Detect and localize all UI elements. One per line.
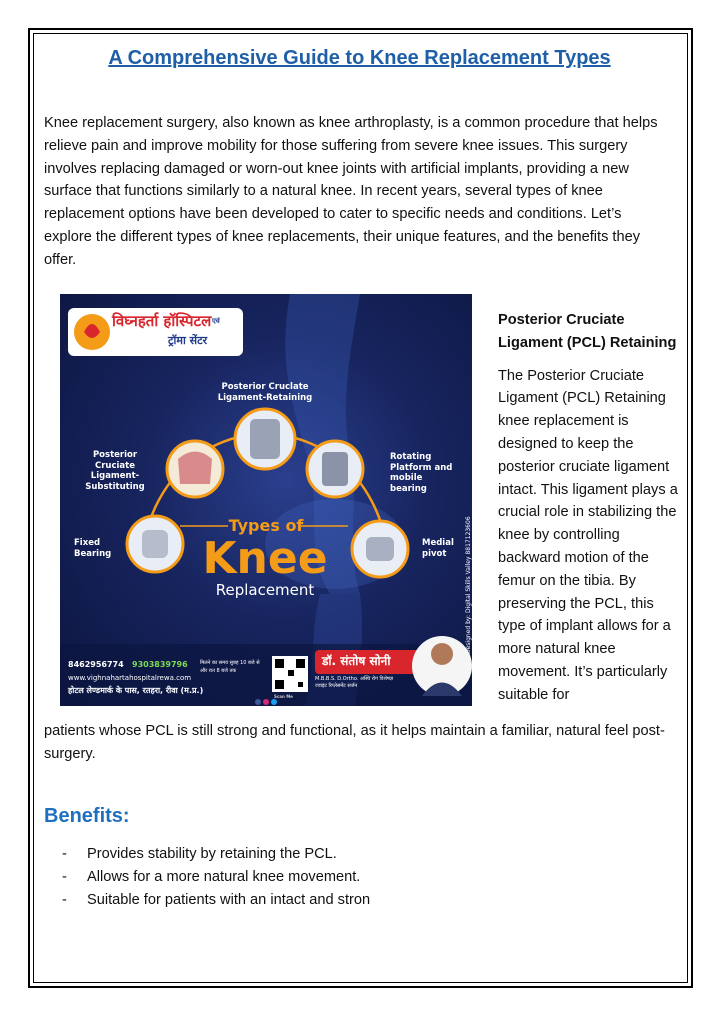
poster-doctor-desc: ज्वाइंट रिप्लेसमेंट सर्जन — [315, 683, 358, 689]
label-rotating-platform: Rotating Platform and mobile bearing — [390, 452, 453, 494]
poster-hospital-name: विघ्नहर्ता हॉस्पिटल — [112, 312, 212, 330]
knee-types-poster — [60, 294, 472, 706]
benefits-heading: Benefits: — [44, 805, 130, 827]
poster-hospital-tag: एवं — [212, 317, 220, 325]
label-medial-pivot: Medial pivot — [422, 538, 454, 559]
poster-scan-label: Scan Me — [274, 694, 293, 699]
pcl-section — [498, 309, 680, 707]
pcl-body: The Posterior Cruciate Ligament (PCL) Retaining knee replacement is designed to keep the posterior cruciate ligament intact. This ligament plays a crucial role in stabilizing the knee by controlling backward motion of the femur on the tibia. By preserving the PCL, this type of implant allows for a more natural knee movement. It’s particularly suitable for — [498, 367, 678, 703]
label-pcl-substituting: Posterior Cruciate Ligament-Substituting — [85, 450, 145, 492]
benefits-list — [60, 843, 370, 911]
poster-doctor-name: डॉ. संतोष सोनी — [322, 654, 391, 668]
poster-replacement: Replacement — [215, 581, 315, 599]
page-title: A Comprehensive Guide to Knee Replacement Types — [108, 47, 611, 69]
poster-knee: Knee — [202, 533, 328, 584]
label-pcl-retaining: Posterior Cruclate Ligament-Retaining — [217, 382, 313, 403]
poster-artwork — [60, 294, 472, 706]
poster-designer-credit-wrapper — [465, 354, 472, 654]
poster-promo-2: और रात 8 बजे तक — [200, 668, 237, 674]
pcl-heading: Posterior Cruciate Ligament (PCL) Retaining — [498, 312, 677, 351]
poster-doctor-degree: M.B.B.S. D.Ortho. अस्थि रोग विशेषज्ञ — [315, 676, 394, 682]
poster-website: www.vighnahartahospitalrewa.com — [68, 674, 192, 682]
label-fixed-bearing: Fixed Bearing — [74, 538, 112, 559]
poster-address: होटल लेण्डमार्क के पास, रतहरा, रीवा (म.प्र.) — [68, 686, 204, 695]
intro-paragraph: Knee replacement surgery, also known as knee arthroplasty, is a common procedure that helps relieve pain and improve mobility for those suffering from severe knee issues. This surgery involves replacing damaged or worn-out knee joints with artificial implants, providing a new surface that functions similarly to a natural knee. In recent years, several types of knee replacement options have been developed to cater to specific needs and conditions. Let’s explore the different types of knee replacements, their unique features, and the benefits they offer. — [44, 115, 658, 268]
benefit-item: - Allows for a more natural knee movement. — [60, 866, 370, 889]
poster-hospital-sub: ट्रॉमा सेंटर — [168, 334, 208, 347]
poster-promo-1: मिलने का समय सुबह 10 बजे से — [200, 660, 260, 666]
poster-phone-1: 8462956774 — [68, 660, 124, 669]
poster-designer-credit: Designed by: Digital Skills Valley 8817123606 — [465, 516, 472, 654]
pcl-body-continued: patients whose PCL is still strong and functional, as it helps maintain a familiar, natural feel post-surgery. — [44, 723, 665, 762]
poster-types-of: Types of — [228, 516, 304, 535]
benefit-item: - Suitable for patients with an intact and stron — [60, 889, 370, 912]
benefit-item: - Provides stability by retaining the PCL. — [60, 843, 370, 866]
poster-phone-2: 9303839796 — [132, 660, 188, 669]
